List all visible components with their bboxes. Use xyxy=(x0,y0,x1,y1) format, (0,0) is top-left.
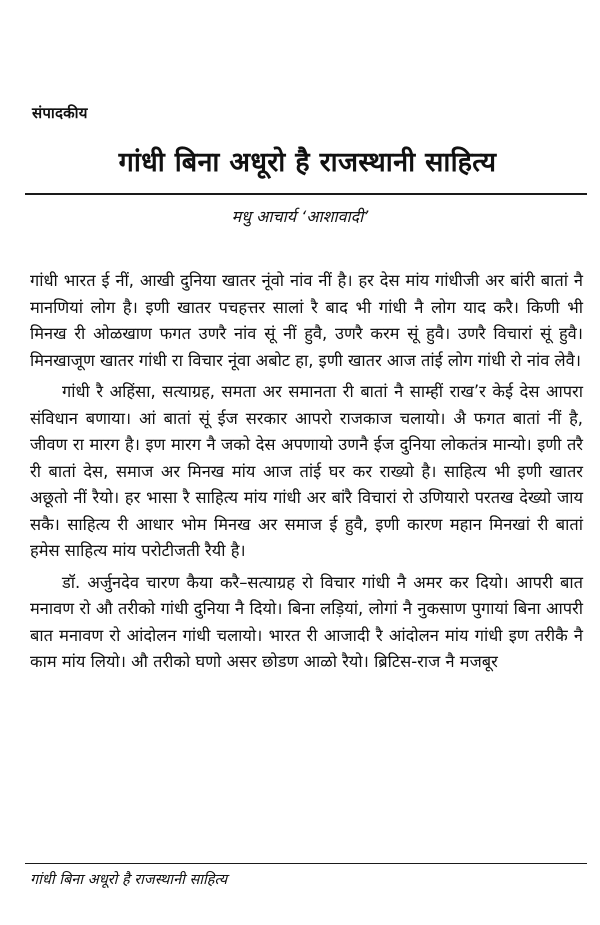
footer-divider xyxy=(25,863,587,864)
section-label: संपादकीय xyxy=(32,104,88,122)
article-title: गांधी बिना अधूरो है राजस्थानी साहित्य xyxy=(118,147,497,178)
author-byline: मधु आचार्य ‘आशावादी’ xyxy=(231,207,369,226)
running-footer: गांधी बिना अधूरो है राजस्थानी साहित्य xyxy=(30,872,228,888)
article-body xyxy=(30,268,583,681)
paragraph-2: गांधी रै अहिंसा, सत्याग्रह, समता अर समानता री बातां नै साम्हीं राख’र केई देस आपरा संविधान बणाया। आं बातां सूं ईज सरकार आपरो राजकाज चलायो। अै फगत बातां नीं है, जीवण रा मारग है। इण मारग नै जको देस अपणायो उणनै ईज दुनिया लोकतंत्र मान्यो। इणी तरै री बातां देस, समाज अर मिनख मांय आज तांई घर कर राख्यो है। साहित्य भी इणी खातर अछूतो नीं रैयो। हर भासा रै साहित्य मांय गांधी अर बांरै विचारां रो उणियारो परतख देख्यो जाय सकै। साहित्य री आधार भोम मिनख अर समाज ई हुवै, इणी कारण महान मिनखां री बातां हमेस साहित्य मांय परोटीजती रैयी है। xyxy=(30,382,583,560)
paragraph-1: गांधी भारत ई नीं, आखी दुनिया खातर नूंवो नांव नीं है। हर देस मांय गांधीजी अर बांरी बातां नै मानणियां लोग है। इणी खातर पचहत्तर सालां रै बाद भी गांधी नै लोग याद करै। किणी भी मिनख री ओळखाण फगत उणरै नांव सूं नीं हुवै, उणरै करम सूं हुवै। उणरै विचारां सूं हुवै। मिनखाजूण खातर गांधी रा विचार नूंवा अबोट हा, इणी खातर आज तांई लोग गांधी रो नांव लेवै। xyxy=(30,271,583,370)
paragraph-3: डॉ. अर्जुनदेव चारण कैया करै–सत्याग्रह रो विचार गांधी नै अमर कर दियो। आपरी बात मनावण रो औ तरीको गांधी दुनिया नै दियो। बिना लड़ियां, लोगां नै नुकसाण पुगायां बिना आपरी बात मनावण रो आंदोलन गांधी चलायो। भारत री आजादी रै आंदोलन मांय गांधी इण तरीकै नै काम मांय लियो। औ तरीको घणो असर छोडण आळो रैयो। ब्रिटिस-राज नै मजबूर xyxy=(30,572,583,671)
title-divider xyxy=(25,193,587,195)
